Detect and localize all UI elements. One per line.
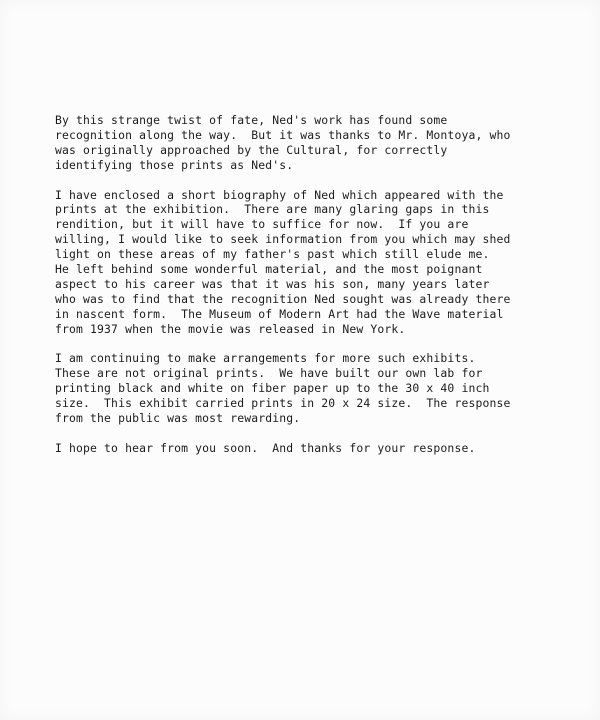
paragraph-1 — [55, 113, 575, 173]
text-line: These are not original prints. We have built our own lab for — [55, 366, 483, 381]
text-line: I have enclosed a short biography of Ned which appeared with the — [55, 187, 504, 202]
paragraph-4 — [55, 441, 575, 456]
text-line: from the public was most rewarding. — [55, 411, 301, 426]
text-line: prints at the exhibition. There are many glaring gaps in this — [55, 202, 490, 217]
text-line: recognition along the way. But it was thanks to Mr. Montoya, who — [55, 127, 511, 142]
text-line: willing, I would like to seek information from you which may shed — [55, 232, 511, 247]
text-line: rendition, but it will have to suffice for now. If you are — [55, 217, 469, 232]
text-line: who was to find that the recognition Ned sought was already there — [55, 291, 511, 306]
text-line: aspect to his career was that it was his son, many years later — [55, 276, 490, 291]
text-line: in nascent form. The Museum of Modern Art had the Wave material — [55, 306, 504, 321]
text-line: He left behind some wonderful material, and the most poignant — [55, 262, 483, 277]
text-line: from 1937 when the movie was released in New York. — [55, 321, 406, 336]
text-line: was originally approached by the Cultural, for correctly — [55, 142, 448, 157]
text-line: printing black and white on fiber paper up to the 30 x 40 inch — [55, 381, 490, 396]
text-line: size. This exhibit carried prints in 20 x 24 size. The response — [55, 396, 511, 411]
text-line: By this strange twist of fate, Ned's work has found some — [55, 113, 448, 127]
text-line: light on these areas of my father's past which still elude me. — [55, 247, 490, 262]
text-line: I am continuing to make arrangements for more such exhibits. — [55, 351, 476, 366]
paragraph-3 — [55, 351, 575, 426]
paragraph-2 — [55, 188, 575, 337]
text-line: identifying those prints as Ned's. — [55, 157, 294, 172]
text-line: I hope to hear from you soon. And thanks for your response. — [55, 440, 476, 455]
letter-body — [55, 113, 575, 471]
